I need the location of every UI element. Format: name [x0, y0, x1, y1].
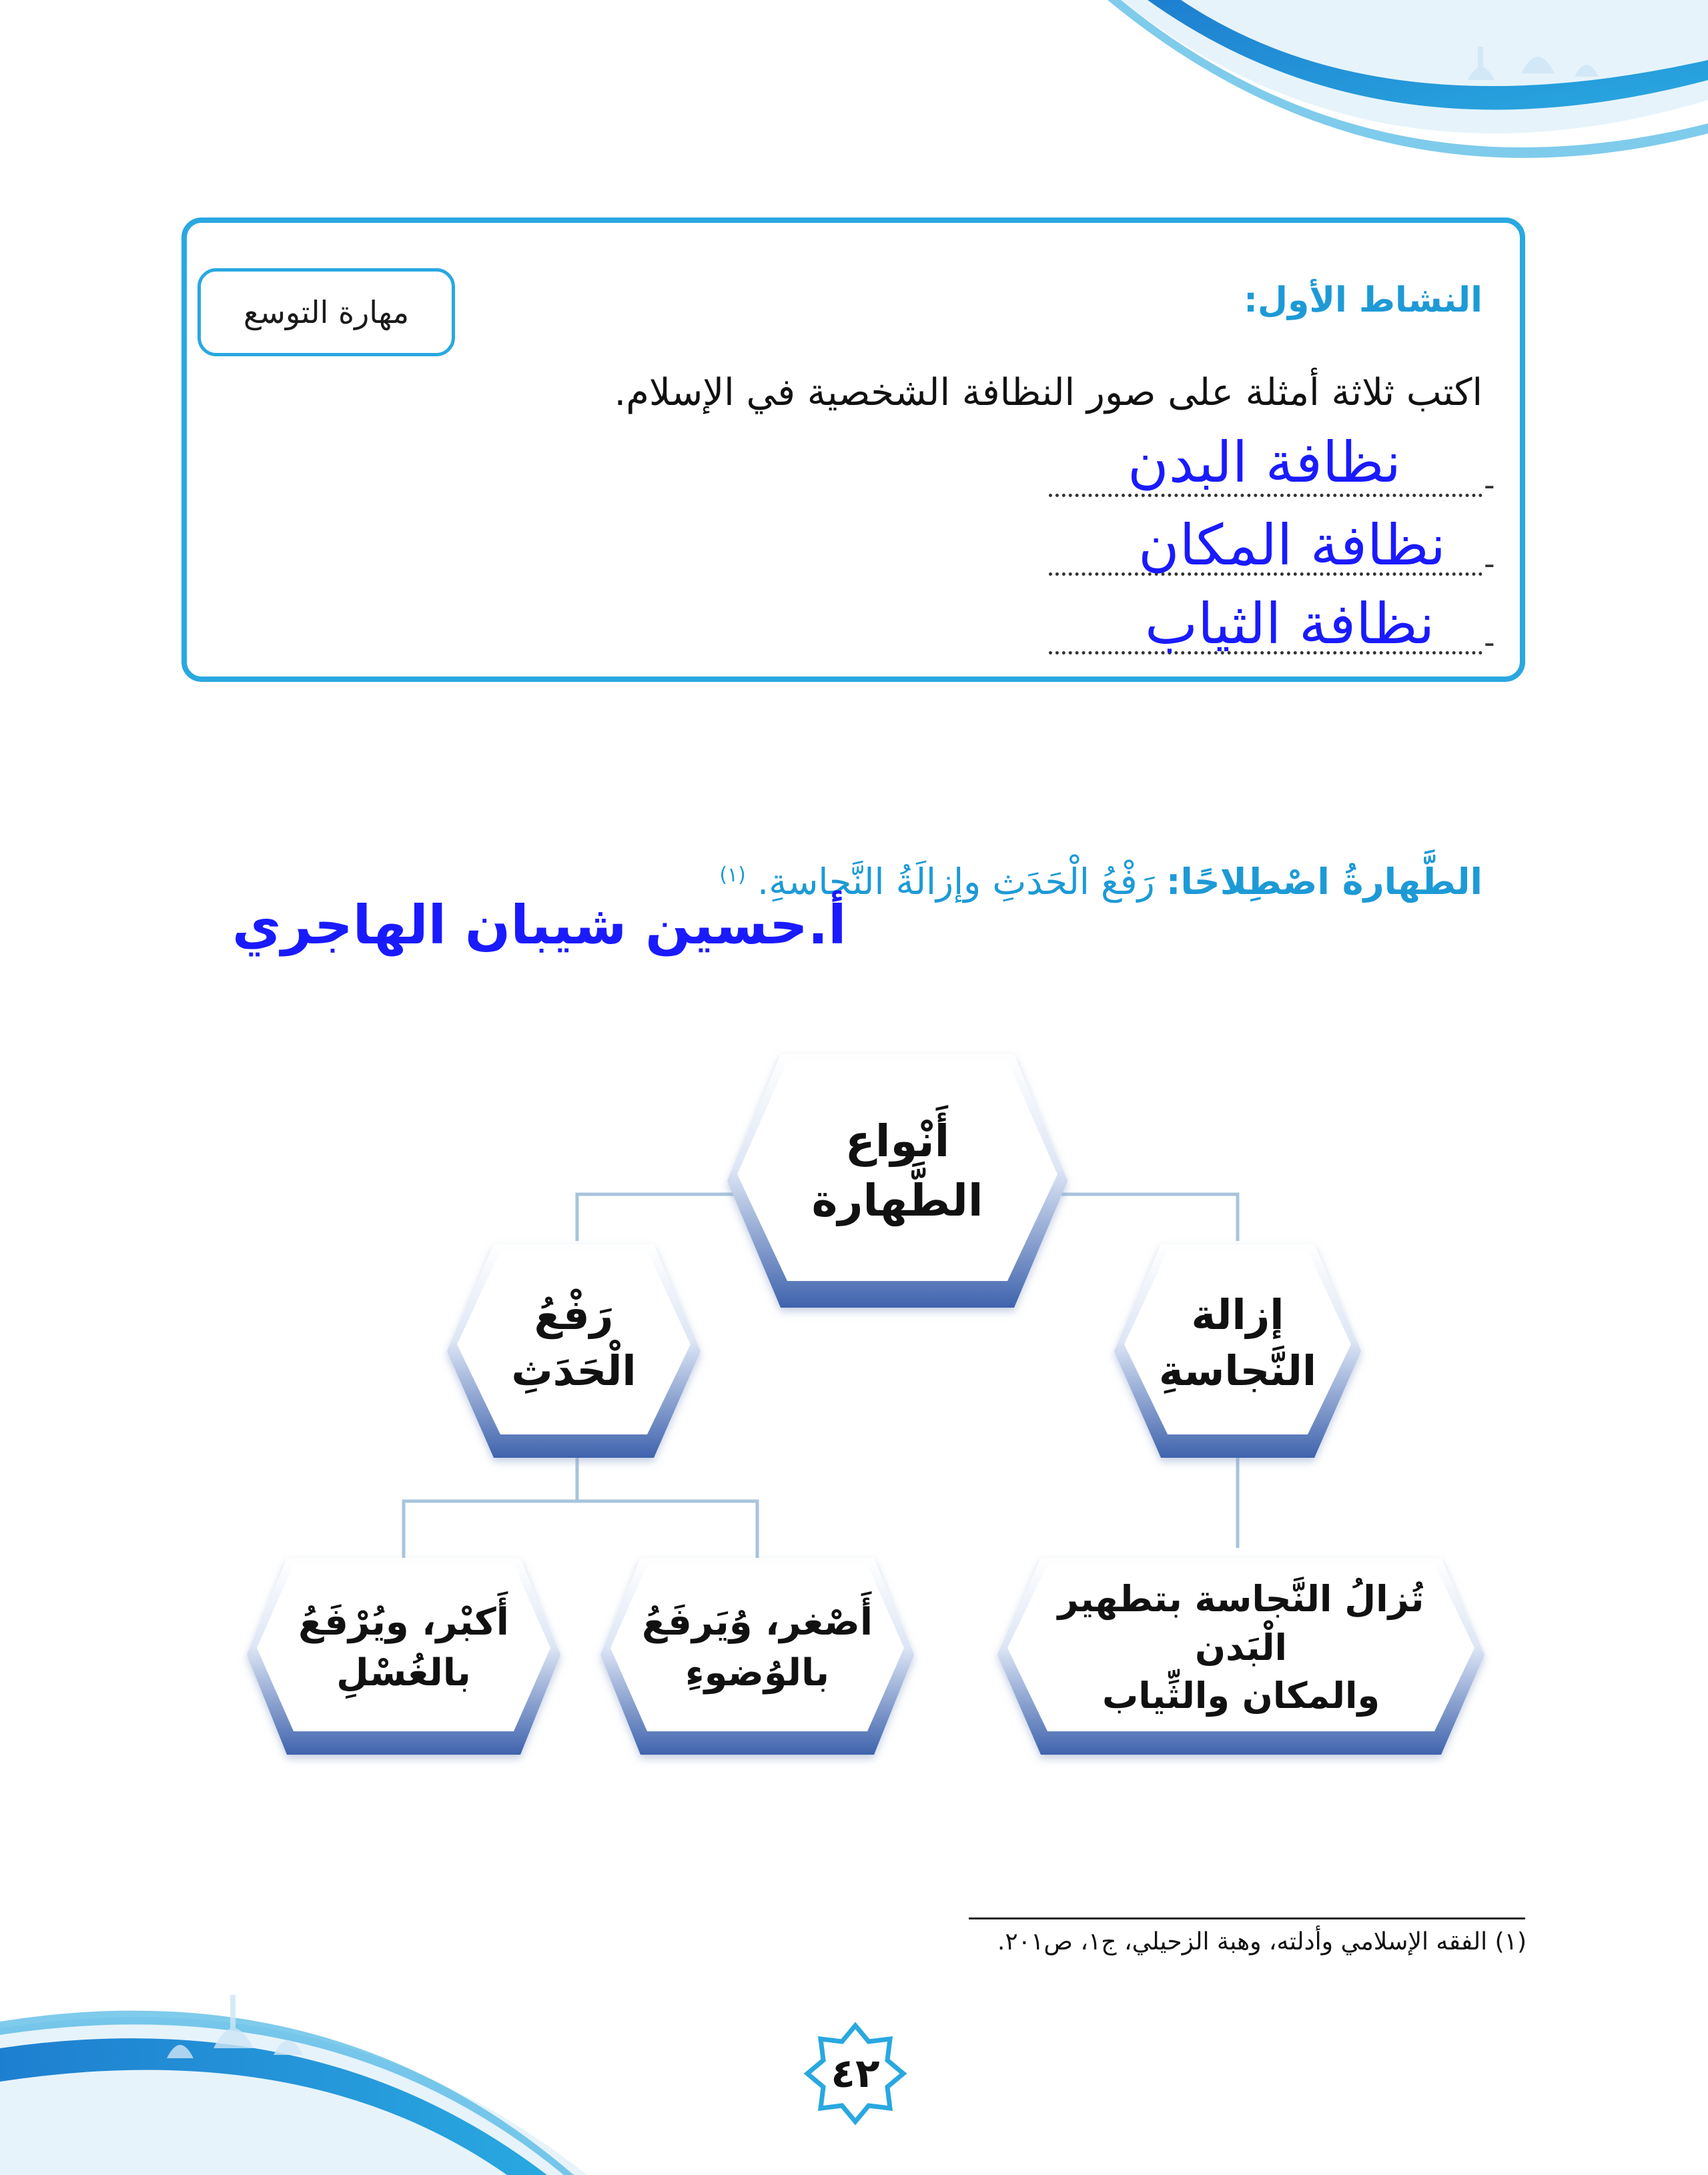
definition-term: الطَّهارةُ اصْطِلاحًا: — [1166, 861, 1482, 903]
skill-badge: مهارة التوسع — [197, 268, 455, 356]
hex-impurity-removal: تُزالُ النَّجاسة بتطهير الْبَدن والمكان والثِّياب — [1057, 1577, 1424, 1717]
answer-dash-3: - — [1484, 624, 1495, 661]
footnote-reference: (١) — [719, 863, 746, 887]
hex-remove-hadath: رَفْعُ الْحَدَثِ — [511, 1290, 636, 1395]
bottom-corner-decoration — [0, 1948, 587, 2175]
activity-title: النشاط الأول: — [1244, 280, 1482, 320]
activity-instruction: اكتب ثلاثة أمثلة على صور النظافة الشخصية في الإسلام. — [614, 371, 1482, 414]
footnote-divider — [969, 1917, 1525, 1919]
definition-meaning: رَفْعُ الْحَدَثِ وإزالَةُ النَّجاسةِ. — [757, 861, 1155, 903]
answer-text-2: نظافة المكان — [1138, 512, 1446, 578]
answer-dash-1: - — [1484, 467, 1495, 503]
hex-root: أَنْواع الطَّهارة — [811, 1115, 983, 1226]
answer-dash-2: - — [1484, 546, 1495, 582]
hex-minor-hadath: أَصْغر، وُيَرفَعُ بالوُضوءِ — [641, 1601, 873, 1695]
answer-text-1: نظافة البدن — [1128, 430, 1401, 495]
author-name: أ.حسين شيبان الهاجري — [232, 894, 847, 956]
page-number: ٤٢ — [831, 2050, 880, 2097]
purification-types-diagram — [200, 1041, 1508, 1808]
hex-remove-impurity: إزالة النَّجاسةِ — [1158, 1290, 1317, 1395]
hex-major-hadath: أَكبْر، ويُرْفَعُ بالغُسْلِ — [298, 1601, 509, 1695]
footnote: (١) الفقه الإسلامي وأدلته، وهبة الزحيلي، ج١، ص٢٠١. — [997, 1928, 1527, 1955]
answer-text-3: نظافة الثياب — [1145, 591, 1435, 657]
top-corner-decoration — [1094, 0, 1708, 173]
